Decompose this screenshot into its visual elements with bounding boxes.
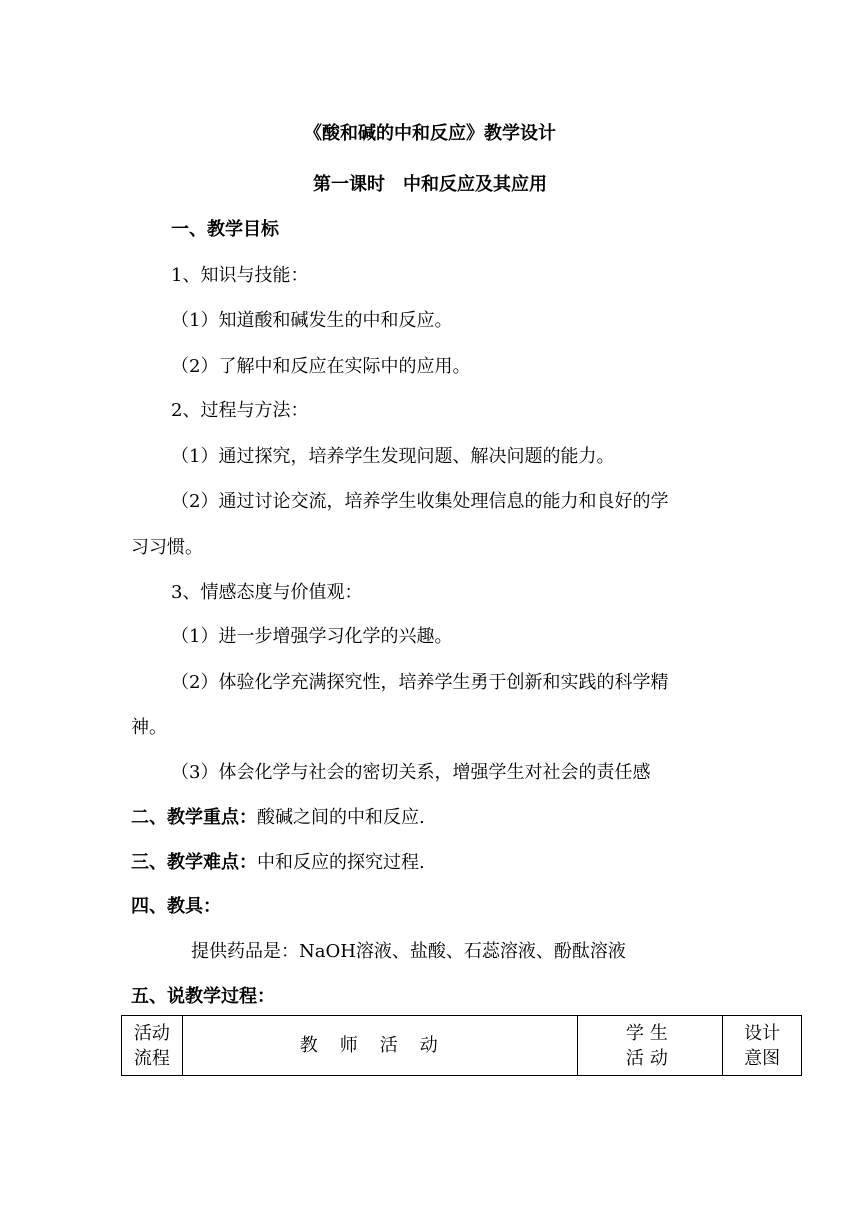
document-title: 《酸和碱的中和反应》教学设计 xyxy=(304,123,556,144)
process-heading: 2、过程与方法： xyxy=(171,400,309,421)
difficulties-label: 三、教学难点： xyxy=(131,852,257,873)
emotion-item-2-line2: 神。 xyxy=(131,717,167,738)
header-student-activity-line2: 活动 xyxy=(625,1047,674,1069)
teaching-aids-heading: 四、教具： xyxy=(131,896,221,917)
header-student-activity-line1: 学生 xyxy=(625,1022,674,1044)
table-header-row xyxy=(122,1016,802,1076)
header-activity-flow-line1: 活动 xyxy=(133,1022,170,1044)
header-activity-flow-line2: 流程 xyxy=(133,1047,170,1069)
section-heading-objectives: 一、教学目标 xyxy=(171,219,279,240)
header-teacher-activity xyxy=(182,1016,577,1076)
key-points-row xyxy=(131,806,425,830)
header-design-intent xyxy=(723,1016,802,1076)
teaching-aids-text: 提供药品是：NaOH溶液、盐酸、石蕊溶液、酚酞溶液 xyxy=(191,941,626,962)
header-activity-flow xyxy=(122,1016,183,1076)
emotion-item-2-line1: （2）体验化学充满探究性，培养学生勇于创新和实践的科学精 xyxy=(171,672,669,693)
difficulties-row xyxy=(131,851,425,875)
header-design-intent-line1: 设计 xyxy=(744,1022,781,1044)
knowledge-heading: 1、知识与技能： xyxy=(171,265,309,286)
header-student-activity xyxy=(577,1016,723,1076)
teaching-process-table xyxy=(121,1015,802,1076)
key-points-label: 二、教学重点： xyxy=(131,807,257,828)
emotion-item-3: （3）体会化学与社会的密切关系，增强学生对社会的责任感 xyxy=(171,762,651,783)
process-item-2-line2: 习习惯。 xyxy=(131,537,203,558)
emotion-item-1: （1）进一步增强学习化学的兴趣。 xyxy=(171,626,453,647)
knowledge-item-2: （2）了解中和反应在实际中的应用。 xyxy=(171,356,471,377)
process-item-1: （1）通过探究，培养学生发现问题、解决问题的能力。 xyxy=(171,446,615,467)
teaching-process-heading: 五、说教学过程： xyxy=(131,986,275,1007)
knowledge-item-1: （1）知道酸和碱发生的中和反应。 xyxy=(171,310,453,331)
header-design-intent-line2: 意图 xyxy=(744,1047,781,1069)
header-teacher-activity-label: 教师活动 xyxy=(299,1035,460,1056)
document-subtitle: 第一课时 中和反应及其应用 xyxy=(313,174,547,195)
process-item-2-line1: （2）通过讨论交流，培养学生收集处理信息的能力和良好的学 xyxy=(171,491,669,512)
emotion-heading: 3、情感态度与价值观： xyxy=(171,582,363,603)
difficulties-text: 中和反应的探究过程. xyxy=(257,852,425,873)
key-points-text: 酸碱之间的中和反应. xyxy=(257,807,425,828)
